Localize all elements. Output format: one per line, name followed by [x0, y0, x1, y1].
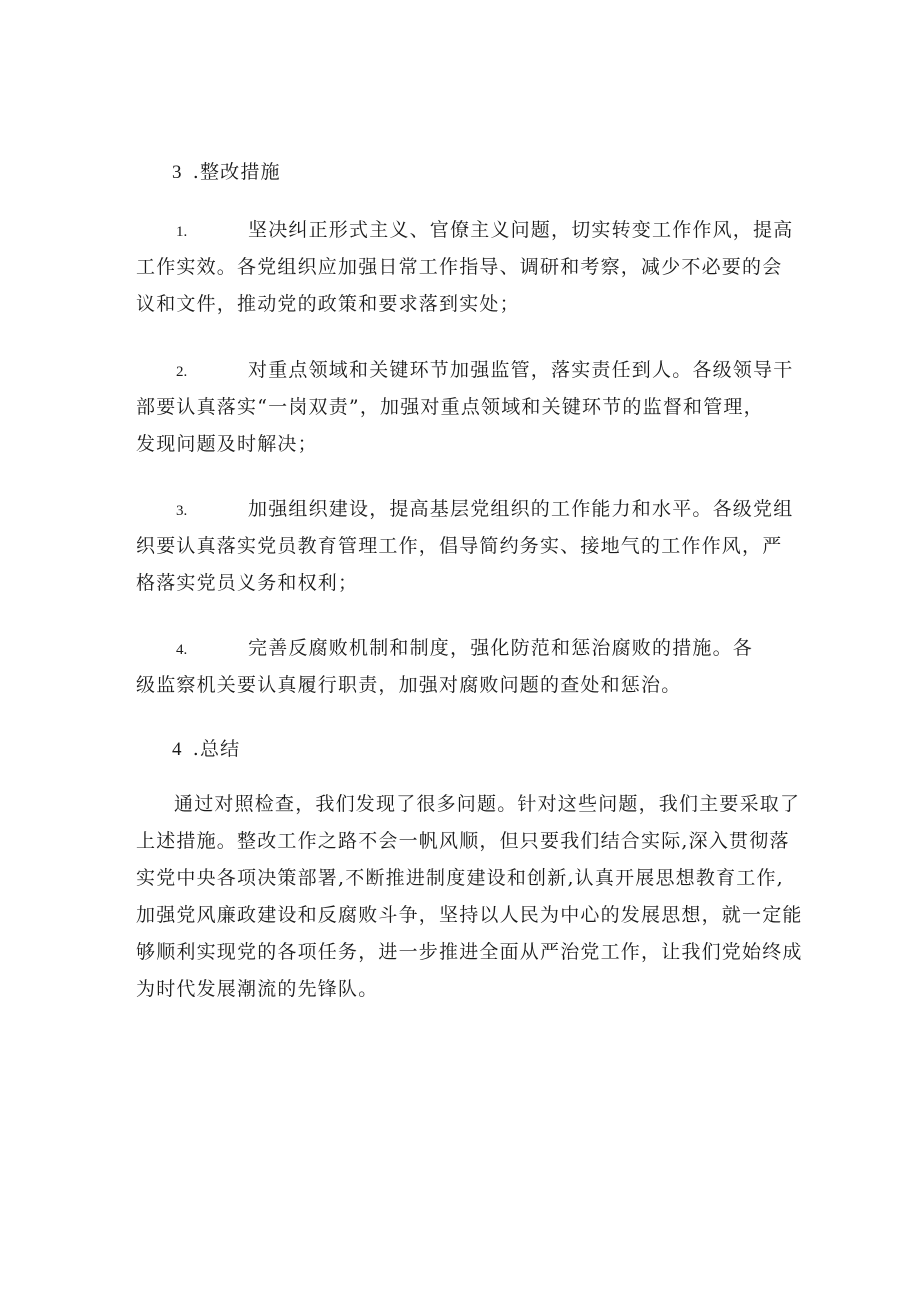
- list-item-1: [136, 212, 794, 323]
- item-line: 部要认真落实“一岗双责”，加强对重点领域和关键环节的监督和管理，: [136, 396, 764, 418]
- item-line: [136, 352, 794, 389]
- summary-line: 上述措施。整改工作之路不会一帆风顺，但只要我们结合实际,深入贯彻落: [136, 830, 790, 852]
- item-text: 对重点领域和关键环节加强监管，落实责任到人。各级领导干: [248, 359, 794, 381]
- item-number: 1.: [176, 224, 188, 240]
- item-text: 完善反腐败机制和制度，强化防范和惩治腐败的措施。各: [248, 637, 754, 659]
- item-line: [136, 491, 794, 528]
- list-item-4: [136, 630, 786, 704]
- heading-number: 3: [172, 162, 183, 183]
- item-line: [136, 630, 786, 667]
- item-line: 级监察机关要认真履行职责，加强对腐败问题的查处和惩治。: [136, 674, 682, 696]
- list-item-2: [136, 352, 794, 463]
- list-item-3: [136, 491, 794, 602]
- item-number: 4.: [176, 642, 188, 658]
- item-line: [136, 212, 794, 249]
- summary-line: 为时代发展潮流的先锋队。: [136, 978, 379, 1000]
- item-line: 织要认真落实党员教育管理工作，倡导简约务实、接地气的工作作风，严: [136, 535, 783, 557]
- item-text: 坚决纠正形式主义、官僚主义问题，切实转变工作作风，提高: [248, 219, 794, 241]
- heading-number: 4: [172, 739, 183, 760]
- item-line: 工作实效。各党组织应加强日常工作指导、调研和考察，减少不必要的会: [136, 256, 783, 278]
- summary-line: 加强党风廉政建设和反腐败斗争，坚持以人民为中心的发展思想，就一定能: [136, 904, 803, 926]
- heading-title: .整改措施: [192, 161, 281, 183]
- item-number: 2.: [176, 364, 188, 380]
- summary-line: 实党中央各项决策部署,不断推进制度建设和创新,认真开展思想教育工作,: [136, 867, 784, 889]
- item-line: 发现问题及时解决；: [136, 433, 318, 455]
- summary-paragraph: [136, 786, 803, 1008]
- heading-title: .总结: [192, 738, 241, 760]
- section-heading-measures: [172, 157, 281, 184]
- summary-line: 够顺利实现党的各项任务，进一步推进全面从严治党工作，让我们党始终成: [136, 941, 803, 963]
- item-line: 格落实党员义务和权利；: [136, 572, 359, 594]
- item-number: 3.: [176, 503, 188, 519]
- section-heading-summary: [172, 734, 240, 761]
- item-text: 加强组织建设，提高基层党组织的工作能力和水平。各级党组: [248, 498, 794, 520]
- item-line: 议和文件，推动党的政策和要求落到实处；: [136, 293, 520, 315]
- summary-line: 通过对照检查，我们发现了很多问题。针对这些问题，我们主要采取了: [174, 793, 801, 815]
